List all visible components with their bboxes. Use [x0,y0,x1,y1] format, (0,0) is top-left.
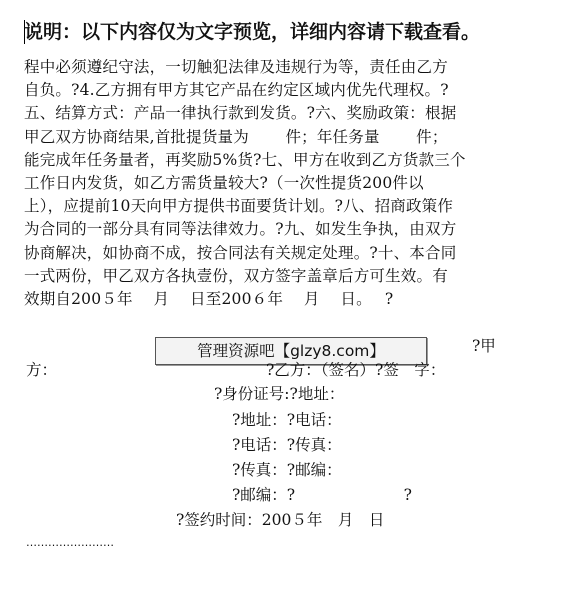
phone-fax-line: ?电话：?传真： [232,436,342,454]
signing-date-line: ?签约时间：200５年 月 日 [176,511,385,529]
body-line: 能完成年任务量者，再奖励5%货?七、甲方在收到乙方货款三个 [24,150,466,169]
body-line: 工作日内发货，如乙方需货量较大?（一次性提货200件以 [24,174,424,193]
contract-body [24,56,552,311]
body-line: 程中必须遵纪守法，一切触犯法律及违规行为等，责任由乙方 [24,58,448,76]
preview-notice: 说明：以下内容仅为文字预览，详细内容请下载查看。 [24,21,481,43]
body-line: 一式两份，甲乙双方各执壹份，双方签字盖章后方可生效。有 [24,266,448,285]
site-watermark-banner: 管理资源吧【glzy8.com】 [155,337,427,365]
ellipsis-separator: …………………… [26,536,114,549]
address-phone-line: ?地址：?电话： [232,411,342,429]
body-line: 效期自200５年 月 日至200６年 月 日。 ? [24,290,394,309]
fax-postcode-line: ?传真：?邮编： [232,461,342,479]
body-line: 为合同的一部分具有同等法律效力。?九、如发生争执，由双方 [24,220,457,239]
postcode-line: ?邮编：? ? [232,486,412,504]
body-line: 五、结算方式：产品一律执行款到发货。?六、奖励政策：根据 [24,104,457,123]
body-line: 甲乙双方协商结果,首批提货量为 件；年任务量 件； [24,127,448,146]
party-a-label: 方： [26,361,58,379]
body-line: 上），应提前10天向甲方提供书面要货计划。?八、招商政策作 [24,197,454,216]
body-line: 自负。?4.乙方拥有甲方其它产品在约定区域内优先代理权。? [24,81,449,100]
body-line: 协商解决，如协商不成，按合同法有关规定处理。?十、本合同 [24,243,457,262]
id-address-line: ?身份证号:?地址： [214,385,345,403]
party-b-signature-line: ?乙方：（签名）?签 字： [266,361,446,379]
party-a-mark: ?甲 [472,337,496,355]
